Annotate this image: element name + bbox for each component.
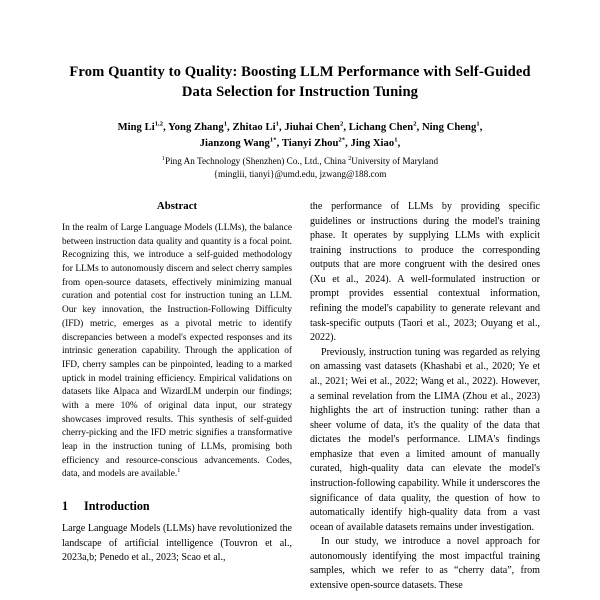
author-affiliation-marker: 1 xyxy=(394,136,398,144)
author-entry: Ning Cheng$^1$, xyxy=(421,120,483,134)
affiliation-marker-1: 1 xyxy=(161,154,166,162)
author-entry: Jianzong Wang$^{1*}$, xyxy=(199,136,280,149)
affiliation-2: University of Maryland xyxy=(351,155,439,166)
author-affiliation-marker: 2 xyxy=(413,120,417,128)
footnote-marker: 1 xyxy=(177,467,181,475)
abstract-text: In the realm of Large Language Models (LLMs), the balance between instruction data quality and quantity is a focal point. Recognizing this, we introduce a self-guided methodology for LLMs to autonomously discern and select cherry samples from open-source datasets, effectively minimizing manual curation and potential cost for instruction tuning an LLM. Our key innovation, the Instruction-Following Difficulty (IFD) metric, emerges as a pivotal metric to identify discrepancies between a model's expected responses and its intrinsic generation capability. Through the application of IFD, cherry samples can be pinpointed, leading to a marked uptick in model training efficiency. Empirical validations on datasets like Alpaca and WizardLM underpin our findings; with a mere 10% of original data input, our strategy showcases improved results. This synthesis of self-guided cherry-picking and the IFD metric signifies a transformative leap in the instruction tuning of LLMs, promising both efficiency and resource-conscious advancements. Codes, data, and models are available. xyxy=(62,223,292,480)
author-name: Ning Cheng xyxy=(421,122,477,134)
author-affiliation-marker: 1 xyxy=(275,120,279,128)
author-name: Yong Zhang xyxy=(168,122,224,134)
contact-emails: {minglii, tianyi}@umd.edu, jzwang@188.com xyxy=(213,169,387,180)
author-entry: Ming Li$^{1,2}$, xyxy=(117,120,166,134)
body-columns xyxy=(62,200,540,594)
abstract-paragraph xyxy=(62,222,292,482)
author-name: Lichang Chen xyxy=(348,122,414,134)
author-name: Tianyi Zhou xyxy=(281,137,339,149)
abstract-heading: Abstract xyxy=(156,200,198,212)
right-column xyxy=(310,200,540,594)
affiliation-1: Ping An Technology (Shenzhen) Co., Ltd., China xyxy=(165,155,346,166)
introduction-body xyxy=(62,522,292,566)
section-number: 1 xyxy=(62,499,69,514)
right-column-body xyxy=(310,200,540,594)
paragraph: Previously, instruction tuning was regarded as relying on amassing vast datasets (Khashabi et al., 2020; Ye et al., 2021; Wei et al., 2022; Wang et al., 2022). However, a seminal revelation from the LIMA (Zhou et al., 2023) highlights the art of instruction tuning: rather than a sheer volume of data, it's the quality of the data that dictates the model's performance. LIMA's findings emphasize that even a limited amount of manually curated, high-quality data can elevate the model's instruction-following capability. While it underscores the significance of data quality, the question of how to automatically identify high-quality data from a vast ocean of available datasets remains under investigation. xyxy=(310,346,540,533)
author-affiliation-marker: 1* xyxy=(269,136,277,144)
author-entry: Lichang Chen$^2$, xyxy=(348,120,420,134)
abstract-body xyxy=(62,222,292,482)
author-name: Jiuhai Chen xyxy=(284,122,340,134)
affiliation-line xyxy=(62,155,538,168)
author-name: Zhitao Li xyxy=(232,122,276,134)
author-name: Ming Li xyxy=(117,122,155,134)
author-entry: Yong Zhang$^1$, xyxy=(168,120,230,134)
section-heading-introduction xyxy=(62,499,292,514)
left-column xyxy=(62,200,292,594)
author-entry: Jing Xiao$^1$, xyxy=(350,136,401,149)
author-affiliation-marker: 1 xyxy=(476,120,480,128)
author-affiliation-marker: 2* xyxy=(338,136,346,144)
paragraph: In our study, we introduce a novel approach for autonomously identifying the most impactful training samples, which we refer to as “cherry data”, from extensive open-source datasets. These xyxy=(310,536,540,592)
title-block xyxy=(0,0,600,181)
author-entry: Tianyi Zhou$^{2*}$, xyxy=(281,136,348,149)
paragraph: Large Language Models (LLMs) have revolutionized the landscape of artificial intelligence (Touvron et al., 2023a,b; Penedo et al., 2023; Scao et al., xyxy=(62,523,292,564)
author-entry: Zhitao Li$^1$, xyxy=(232,120,282,134)
author-list xyxy=(62,120,538,151)
author-name: Jing Xiao xyxy=(350,137,395,149)
author-entry: Jiuhai Chen$^2$, xyxy=(284,120,347,134)
affiliation-marker-2: 2 xyxy=(348,154,352,162)
section-title: Introduction xyxy=(84,499,150,514)
author-affiliation-marker: 1,2 xyxy=(154,120,164,128)
page-title: From Quantity to Quality: Boosting LLM Performance with Self-Guided Data Selection for Instruction Tuning xyxy=(69,64,531,101)
author-affiliation-marker: 1 xyxy=(223,120,228,128)
paragraph: the performance of LLMs by providing specific guidelines or instructions during the model's training phase. It operates by supplying LLMs with explicit training instructions to produce the corresponding outputs that are more congruent with the desired ones (Xu et al., 2024). A well-formulated instruction or prompt provides essential contextual information, refining the model's capability to generate relevant and task-specific outputs (Taori et al., 2023; Ouyang et al., 2022). xyxy=(310,201,540,344)
author-name: Jianzong Wang xyxy=(199,137,270,149)
author-affiliation-marker: 2 xyxy=(339,120,344,128)
